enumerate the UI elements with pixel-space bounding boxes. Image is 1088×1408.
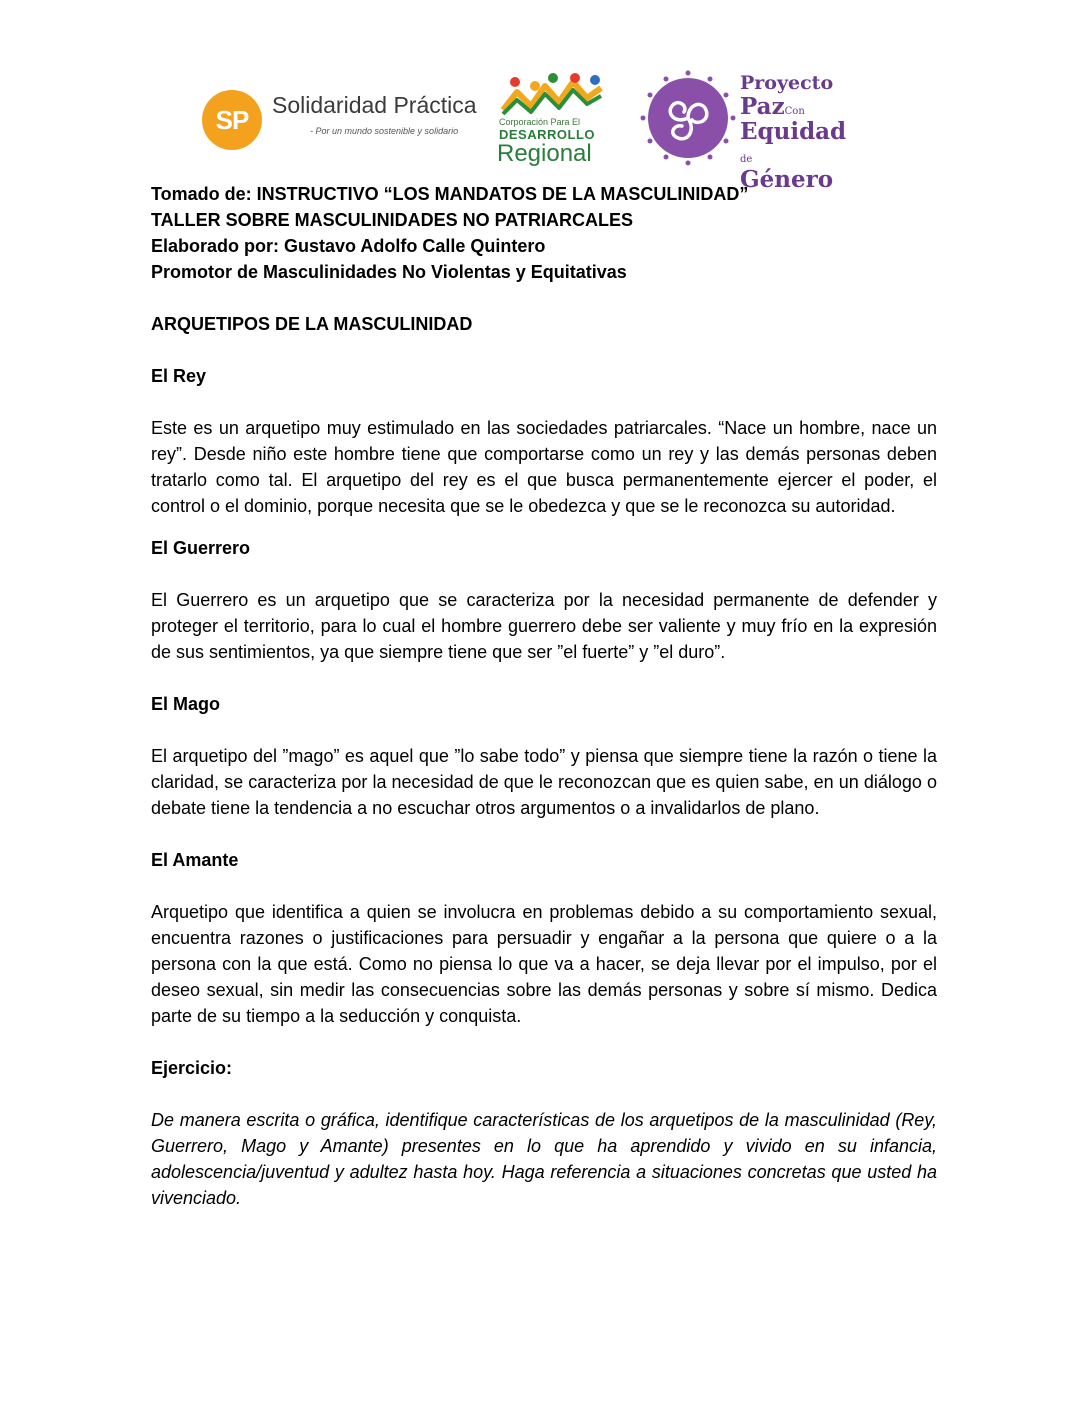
ppeg-line4: Género [740, 166, 834, 193]
header-workshop: TALLER SOBRE MASCULINIDADES NO PATRIARCALES [151, 210, 634, 230]
ppeg-line2: Paz [740, 93, 785, 120]
section-title-guerrero: El Guerrero [151, 538, 251, 558]
section-text-mago: El arquetipo del ”mago” es aquel que ”lo sabe todo” y piensa que siempre tiene la razón o tiene la claridad, se caracteriza por la necesidad de que le reconozcan que es quien sabe, en un diálogo o debate tiene la tendencia a no escuchar otros argumentos o a invalidarlos de plano. [151, 746, 937, 818]
proyecto-paz-equidad-logo [640, 68, 850, 193]
figures-icon [495, 72, 615, 118]
section-title-rey: El Rey [151, 366, 207, 386]
cdr-line1: Corporación Para El [499, 117, 581, 127]
section-title-mago: El Mago [151, 694, 221, 714]
ppeg-line3: Equidad [740, 118, 847, 145]
solidaridad-practica-logo [202, 88, 477, 148]
sp-initials: SP [202, 90, 262, 150]
desarrollo-regional-logo [495, 72, 615, 168]
ppeg-line1: Proyecto [740, 72, 834, 94]
document-body [151, 181, 937, 1211]
triskelion-icon [640, 70, 736, 166]
section-text-ejercicio: De manera escrita o gráfica, identifique características de los arquetipos de la masculinidad (Rey, Guerrero, Mago y Amante) presentes en lo que ha aprendido y vivido en su infancia, adolescencia/juventud y adultez hasta hoy. Haga referencia a situaciones concretas que usted ha vivenciado. [151, 1110, 937, 1208]
section-text-amante: Arquetipo que identifica a quien se involucra en problemas debido a su comportamiento sexual, encuentra razones o justificaciones para persuadir y engañar a la persona que quiere o a la persona con la que está. Como no piensa lo que va a hacer, se deja llevar por el impulso, por el deseo sexual, sin medir las consecuencias sobre las demás personas y sobre sí mismo. Dedica parte de su tiempo a la seducción y conquista. [151, 902, 937, 1026]
section-text-rey: Este es un arquetipo muy estimulado en las sociedades patriarcales. “Nace un hombre, nace un rey”. Desde niño este hombre tiene que comportarse como un rey y las demás personas deben tratarlo como tal. El arquetipo del rey es el que busca permanentemente ejercer el poder, el control o el dominio, porque necesita que se le obedezca y que se le reconozca su autoridad. [151, 418, 937, 516]
ppeg-wordmark [740, 74, 850, 191]
logo-bar [0, 68, 1088, 193]
cdr-line3: Regional [497, 140, 592, 167]
section-text-guerrero: El Guerrero es un arquetipo que se caracteriza por la necesidad permanente de defender y proteger el territorio, para lo cual el hombre guerrero debe ser valiente y muy frío en la expresión de sus sentimientos, ya que siempre tiene que ser ”el fuerte” y ”el duro”. [151, 590, 937, 662]
ppeg-line2-small: Con [784, 106, 805, 117]
ppeg-line3-small: de [740, 154, 753, 165]
section-title-ejercicio: Ejercicio: [151, 1058, 233, 1078]
sp-name: Solidaridad Práctica [272, 92, 477, 118]
cdr-line2: DESARROLLO [499, 127, 595, 142]
header-role: Promotor de Masculinidades No Violentas y Equitativas [151, 262, 627, 282]
main-title: ARQUETIPOS DE LA MASCULINIDAD [151, 314, 473, 334]
sp-tagline: - Por un mundo sostenible y solidario [310, 126, 459, 136]
header-source: Tomado de: INSTRUCTIVO “LOS MANDATOS DE LA MASCULINIDAD” [151, 184, 749, 204]
section-title-amante: El Amante [151, 850, 239, 870]
header-author: Elaborado por: Gustavo Adolfo Calle Quintero [151, 236, 546, 256]
